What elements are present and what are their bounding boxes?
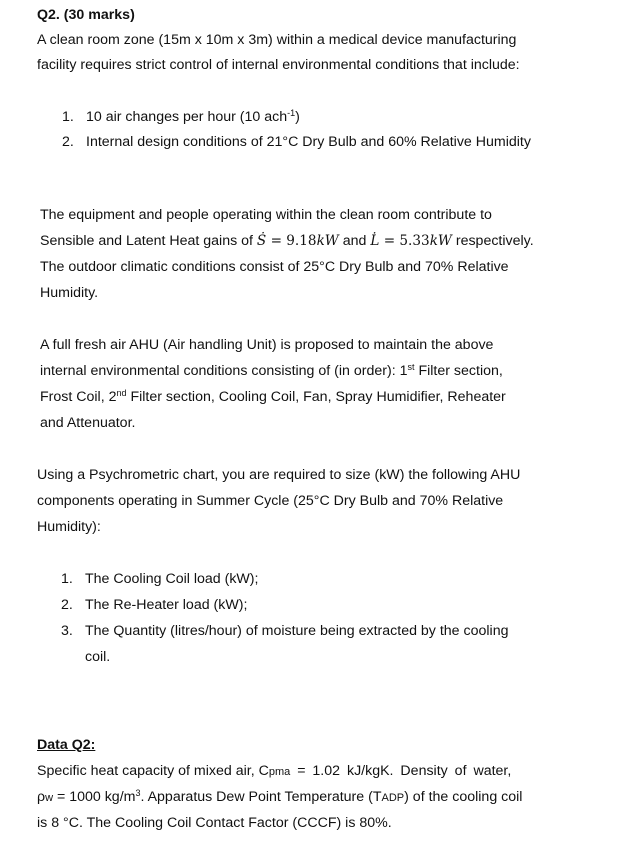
data-text: = 1000 kg/m <box>53 789 136 805</box>
latent-value: = 5.33 <box>379 233 430 249</box>
task-item-3 <box>61 622 508 640</box>
data-text: Specific heat capacity of mixed air, C <box>37 763 269 779</box>
data-text: = 1.02 kJ/kgK. Density of water, <box>290 763 512 779</box>
ahu-text: Filter section, <box>414 363 503 379</box>
condition-number: 2. <box>62 134 74 150</box>
heat-line-2 <box>40 232 534 250</box>
ahu-line-4: and Attenuator. <box>40 415 136 431</box>
condition-tail: ) <box>295 109 300 125</box>
data-subscript: pma <box>268 766 291 778</box>
heat-line-3: The outdoor climatic conditions consist of 25°C Dry Bulb and 70% Relative <box>40 259 509 275</box>
ahu-superscript: st <box>407 362 415 372</box>
data-line-2 <box>37 788 522 807</box>
task-item-number: 1. <box>61 571 73 587</box>
heat-line-1: The equipment and people operating within the clean room contribute to <box>40 207 492 223</box>
ahu-text: Filter section, Cooling Coil, Fan, Spray Humidifier, Reheater <box>126 389 506 405</box>
rho-symbol: ρ <box>37 789 46 805</box>
condition-superscript: -1 <box>287 108 296 118</box>
task-line-2: components operating in Summer Cycle (25°C Dry Bulb and 70% Relative <box>37 493 504 509</box>
sensible-unit: kW <box>316 233 339 249</box>
condition-text: Internal design conditions of 21°C Dry Bulb and 60% Relative Humidity <box>86 134 531 150</box>
task-item-3-continuation: coil. <box>85 649 111 665</box>
ahu-text: Frost Coil, 2 <box>40 389 117 405</box>
intro-line-2: facility requires strict control of internal environmental conditions that include: <box>37 57 520 73</box>
data-line-1 <box>37 762 511 781</box>
task-item-text: The Re-Heater load (kW); <box>85 597 248 613</box>
task-item-number: 2. <box>61 597 73 613</box>
latent-symbol: L̇ <box>370 233 380 249</box>
task-item-text: The Cooling Coil load (kW); <box>85 571 259 587</box>
task-line-3: Humidity): <box>37 519 101 535</box>
task-line-1: Using a Psychrometric chart, you are required to size (kW) the following AHU <box>37 467 521 483</box>
sensible-value: = 9.18 <box>266 233 317 249</box>
ahu-line-3 <box>40 388 506 406</box>
ahu-line-1: A full fresh air AHU (Air handling Unit) is proposed to maintain the above <box>40 337 494 353</box>
question-heading: Q2. (30 marks) <box>37 7 135 23</box>
ahu-line-2 <box>40 362 503 380</box>
heat-and: and <box>338 233 371 249</box>
condition-item-2 <box>62 133 531 151</box>
heat-respectively: respectively. <box>451 233 534 249</box>
condition-number: 1. <box>62 109 74 125</box>
condition-item-1 <box>62 108 300 126</box>
data-text: ) of the cooling coil <box>404 789 523 805</box>
heat-line-4: Humidity. <box>40 285 99 301</box>
data-subscript: ADP <box>381 792 405 804</box>
data-superscript: 3 <box>135 788 141 798</box>
data-line-3: is 8 °C. The Cooling Coil Contact Factor (CCCF) is 80%. <box>37 815 392 831</box>
intro-line-1: A clean room zone (15m x 10m x 3m) within a medical device manufacturing <box>37 32 517 48</box>
latent-unit: kW <box>429 233 452 249</box>
task-item-text: The Quantity (litres/hour) of moisture being extracted by the cooling <box>85 623 509 639</box>
heat-text: Sensible and Latent Heat gains of <box>40 233 257 249</box>
ahu-text: internal environmental conditions consisting of (in order): 1 <box>40 363 408 379</box>
condition-text: 10 air changes per hour (10 ach <box>86 109 288 125</box>
sensible-symbol: Ṡ <box>256 233 267 249</box>
data-heading: Data Q2: <box>37 737 96 753</box>
data-subscript: w <box>45 792 54 804</box>
ahu-superscript: nd <box>116 388 127 398</box>
task-item-number: 3. <box>61 623 73 639</box>
task-item-1 <box>61 570 258 588</box>
task-item-2 <box>61 596 247 614</box>
data-text: . Apparatus Dew Point Temperature (T <box>140 789 382 805</box>
